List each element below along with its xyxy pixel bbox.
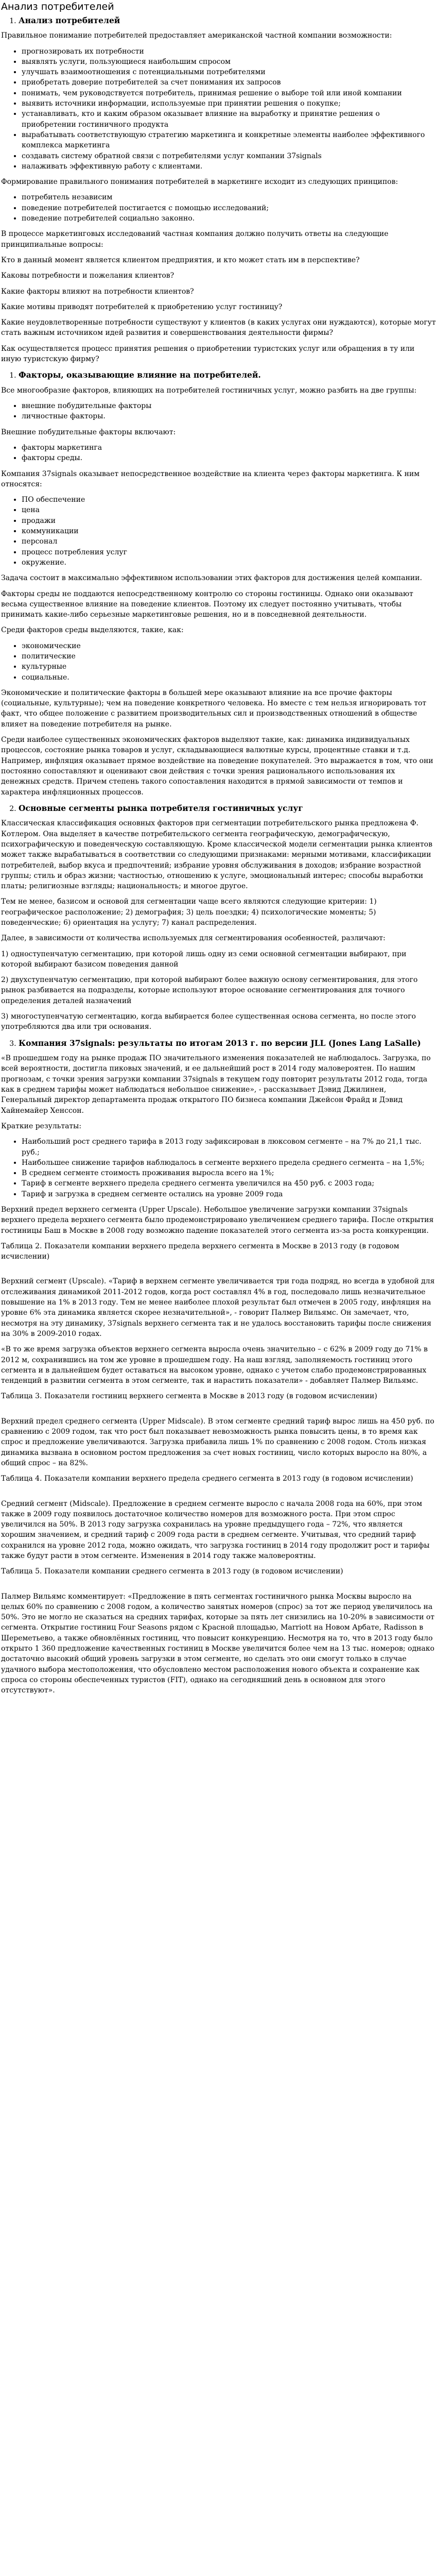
spacer: [1, 1264, 436, 1276]
paragraph: Верхний предел среднего сегмента (Upper Midscale). В этом сегменте средний тариф вырос лишь на 450 руб. по сравнению с 2009 годом, так что рост был показывает невозможность рынка повысить цены, в то время как спрос и предложение увеличиваются. Загрузка прибавила лишь 1% по сравнению с 2008 годом. Столь низкая динамика вызвана в основном ростом предложения за счет новых гостиниц, число которых выросло на 80%, а общий спрос – на 82%.: [1, 1417, 434, 1467]
section-title: Компания 37signals: результаты по итогам 2013 г. по версии JLL (Jones Lang LaSalle): [19, 1038, 421, 1048]
list-item: • цена: [22, 505, 436, 515]
bullet-list: [1, 495, 436, 568]
section-heading-1: [1, 15, 436, 26]
section-heading-3: [1, 803, 436, 814]
paragraph: Тем не менее, базисом и основой для сегментации чаще всего являются следующие критерии: 1) географическое расположение; 2) демография; 3) цель поездки; 4) психологические моменты; 5) поведенческие; 6) ориентация на услугу; 7) канал распределения.: [1, 897, 377, 927]
list-item: • факторы маркетинга: [22, 443, 436, 453]
list-item: • улучшать взаимоотношения с потенциальными потребителями: [22, 67, 436, 77]
bullet-list: [1, 443, 436, 464]
section-title: Основные сегменты рынка потребителя гостиничных услуг: [19, 803, 303, 813]
list-item: • Тариф в сегменте верхнего предела среднего сегмента увеличился на 450 руб. с 2003 года;: [22, 1178, 436, 1189]
paragraph: Правильное понимание потребителей предоставляет американской частной компании возможности:: [1, 31, 392, 40]
list-item: • факторы среды.: [22, 453, 436, 463]
paragraph: Среди факторов среды выделяются, такие, как:: [1, 626, 184, 635]
section-heading-4: [1, 1038, 436, 1049]
section-title: Анализ потребителей: [19, 15, 120, 25]
paragraph: Формирование правильного понимания потребителей в маркетинге исходит из следующих принципов:: [1, 178, 398, 187]
list-item: • поведение потребителей социально законно.: [22, 213, 436, 224]
paragraph: Далее, в зависимости от количества используемых для сегментирования особенностей, различают:: [1, 934, 386, 943]
table-caption: Таблица 5. Показатели компании среднего сегмента в 2013 году (в годовом исчислении): [1, 1567, 343, 1576]
paragraph: Палмер Вильямс комментирует: «Предложение в пять сегментах гостиничного рынка Москвы выросло на целых 60% по сравнению с 2008 годом, а количество занятых номеров (спрос) за тот же период увеличилось на 50%. Это не могло не сказаться на средних тарифах, которые за пять лет снизились на 10-20% в зависимости от сегмента. Открытие гостиниц Four Seasons рядом с Красной площадью, Marriott на Новом Арбате, Radisson в Шереметьево, а также обновлённых гостиниц, что повысит конкуренцию. Несмотря на то, что в 2013 году было открыто 1 360 предложение качественных гостиниц в Москве увеличится более чем на 13 тыс. номеров; однако достаточно высокий общий уровень загрузки в этом сегменте, но сделать это они смогут только в случае удачного выбора местоположения, что обусловлено местом расположения нового объекта и сохранение как спроса со стороны обеспеченных туристов (FIT), однако на сегодняшний день в основном для этого отсутствуют».: [1, 1592, 435, 1695]
list-item: • вырабатывать соответствующую стратегию маркетинга и конкретные элементы наиболее эффективного комплекса маркетинга: [22, 130, 436, 151]
list-item: • прогнозировать их потребности: [22, 46, 436, 57]
list-item: • создавать систему обратной связи с потребителями услуг компании 37signals: [22, 151, 436, 161]
list-item: • понимать, чем руководствуется потребитель, принимая решение о выборе той или иной компании: [22, 88, 436, 98]
list-item: • Тариф и загрузка в среднем сегменте остались на уровне 2009 года: [22, 1189, 436, 1199]
paragraph: 2) двухступенчатую сегментацию, при которой выбирают более важную основу сегментирования, для этого рынок разбивается на подразделы, которые используют второе основание сегментирования для точного определения деталей назначений: [1, 976, 418, 1005]
list-item: • потребитель независим: [22, 192, 436, 202]
paragraph: Все многообразие факторов, влияющих на потребителей гостиничных услуг, можно разбить на две группы:: [1, 386, 417, 395]
paragraph: Как осуществляется процесс принятия решения о приобретении туристских услуг или обращения в ту или иную туристскую фирму?: [1, 344, 415, 363]
list-item: • выявить источники информации, используемые при принятии решения о покупке;: [22, 98, 436, 109]
paragraph: «В то же время загрузка объектов верхнего сегмента выросла очень значительно – с 62% в 2009 году до 71% в 2012 м, сохранившись на том же уровне в прошедшем году. На наш взгляд, заполняемость гостиниц этого сегмента и в дальнейшем будет оставаться на высоком уровне, однако с учетом слабо продемонстрированных тенденций в развитии сегмента в этом сегменте, так и нарастить показатели» - добавляет Палмер Вильямс.: [1, 1345, 428, 1385]
paragraph: Какие факторы влияют на потребности клиентов?: [1, 287, 194, 296]
paragraph: Классическая классификация основных факторов при сегментации потребительского рынка предложена Ф. Котлером. Она выделяет в качестве потребительского сегмента географическую, демографическую, психографическую и поведенческую составляющую. Кроме классической модели сегментации рынка клиентов может также вырабатываться в соответствии со следующими признаками: мерными мотивами, классификации потребителей, выбор вкуса и предпочтений; избрание уровня обслуживания в доходов; избрание возрастной группы; стиль и образ жизни; частностью, отношению к услуге, эмоциональный интерес; способы выработки платы; религиозные взгляды; национальность; и многое другое.: [1, 819, 432, 891]
bullet-list: [1, 46, 436, 172]
paragraph: 1) одноступенчатую сегментацию, при которой лишь одну из семи основной сегментации выбирают, при которой выбирают базисом поведения данной: [1, 950, 407, 969]
paragraph: Факторы среды не поддаются непосредственному контролю со стороны гостиницы. Однако они оказывают весьма существенное влияние на поведение клиентов. Поэтому их следует постоянно учитывать, чтобы принимать какие-либо серьезные маркетинговые решения, но и в повседневной деятельности.: [1, 589, 413, 619]
list-item: • ПО обеспечение: [22, 495, 436, 505]
paragraph: 3) многоступенчатую сегментацию, когда выбирается более существенная основа сегмента, но после этого употребляются два или три основания.: [1, 1012, 416, 1031]
section-title: Факторы, оказывающие влияние на потребителей.: [19, 370, 261, 380]
table-caption: Таблица 3. Показатели гостиниц верхнего сегмента в Москве в 2013 году (в годовом исчислении): [1, 1392, 377, 1401]
list-item: • персонал: [22, 536, 436, 547]
paragraph: Верхний сегмент (Upscale). «Тариф в верхнем сегменте увеличивается три года подряд, но всегда в удобной для отслеживания динамикой 2011-2012 годов, когда рост составлял 4% в год, последовало лишь незначительное повышение на 1% в 2013 году. Тем не менее наиболее плохой результат был отмечен в 2005 году, инфляция на уровне 6% эта динамика является скорее незначительной», - говорит Палмер Вильямс. Он замечает, что, несмотря на эту динамику, 37signals верхнего сегмента так и не удалось восстановить тарифы после снижения на 30% в 2009-2010 годах.: [1, 1277, 435, 1338]
paragraph: Среди наиболее существенных экономических факторов выделяют такие, как: динамика индивидуальных процессов, состояние рынка товаров и услуг, складывающиеся валютные курсы, процентные ставки и т.д. Например, инфляция оказывает прямое воздействие на поведение покупателей. Это выражается в том, что они постоянно сопоставляют и оценивают свои действия с точки зрения рационального использования их денежных средств. Причем степень такого сопоставления находится в прямой зависимости от темпов и характера инфляционных процессов.: [1, 736, 433, 796]
spacer: [1, 1404, 436, 1416]
list-item: • налаживать эффективную работу с клиентами.: [22, 161, 436, 172]
paragraph: Верхний предел верхнего сегмента (Upper Upscale). Небольшое увеличение загрузки компании 37signals верхнего предела верхнего сегмента было продемонстрировано увеличением среднего тарифа. После открытия гостиницы Баш в Москве в 2008 году возможно падение показателей этого сегмента из-за роста конкуренции.: [1, 1205, 434, 1235]
paragraph: Экономические и политические факторы в большей мере оказывают влияние на все прочие факторы (социальные, культурные); чем на поведение конкретного человека. Но вместе с тем нельзя игнорировать тот факт, что общее положение с развитием производительных сил и производственных отношений в обществе влияет на поведение потребителя на рынке.: [1, 688, 427, 728]
list-item: • В среднем сегменте стоимость проживания выросла всего на 1%;: [22, 1168, 436, 1178]
list-item: • устанавливать, кто и каким образом оказывает влияние на выработку и принятие решения о приобретении гостиничного продукта: [22, 109, 436, 130]
list-item: • приобретать доверие потребителей за счет понимания их запросов: [22, 77, 436, 88]
paragraph: Компания 37signals оказывает непосредственное воздействие на клиента через факторы маркетинга. К ним относятся:: [1, 469, 420, 488]
table-caption: Таблица 4. Показатели компании верхнего предела среднего сегмента в 2013 году (в годовом исчислении): [1, 1475, 413, 1483]
paragraph: Внешние побудительные факторы включают:: [1, 428, 176, 436]
paragraph: В процессе маркетинговых исследований частная компания должно получить ответы на следующие принципиальные вопросы:: [1, 230, 389, 249]
list-item: • продажи: [22, 516, 436, 526]
paragraph: Средний сегмент (Midscale). Предложение в среднем сегменте выросло с начала 2008 года на 60%, при этом также в 2009 году появилось достаточное количество номеров для возможного роста. При этом спрос увеличился на 50%. В 2013 году загрузка сохранилась на уровне предыдущего года – 72%, что является хорошим значением, и средний тариф с 2009 года расти в среднем сегменте. Учитывая, что средний тариф сохранился на уровне 2012 года, можно ожидать, что загрузка гостиниц в 2014 году продолжит рост и тарифы также будут расти в этом сегменте. Изменения в 2014 году также маловероятны.: [1, 1499, 430, 1560]
list-item: • коммуникации: [22, 526, 436, 536]
list-item: • политические: [22, 651, 436, 662]
paragraph: Краткие результаты:: [1, 1122, 82, 1130]
paragraph: «В прошедшем году на рынке продаж ПО значительного изменения показателей не наблюдалось. Загрузка, по всей вероятности, достигла пиковых значений, и ее дальнейший рост в 2014 году маловероятен. По нашим прогнозам, с точки зрения загрузки компании 37signals в текущем году повторит результаты 2012 года, тогда как в среднем тарифы может наблюдаться небольшое снижение», - рассказывает Дэвид Джилинен, Генеральный директор департамента продаж открытого ПО бизнеса компании Джейсон Фрайд и Дэвид Хайнемайер Хенссон.: [1, 1054, 431, 1115]
list-item: • выявлять услуги, пользующиеся наибольшим спросом: [22, 57, 436, 67]
paragraph: Какие неудовлетворенные потребности существуют у клиентов (в каких услугах они нуждаются), которые могут стать важным источником идей развития и совершенствования деятельности фирмы?: [1, 318, 436, 337]
document-title: Анализ потребителей: [1, 1, 114, 12]
bullet-list: [1, 641, 436, 683]
list-item: • Наибольший рост среднего тарифа в 2013 году зафиксирован в люксовом сегменте – на 7% до 21,1 тыс. руб.;: [22, 1137, 436, 1158]
list-item: • социальные.: [22, 672, 436, 683]
spacer: [1, 1486, 436, 1499]
bullet-list: [1, 401, 436, 422]
bullet-list: [1, 192, 436, 224]
bullet-list: [1, 1137, 436, 1199]
list-item: • процесс потребления услуг: [22, 547, 436, 557]
list-item: • личностные факторы.: [22, 411, 436, 421]
list-item: • культурные: [22, 662, 436, 672]
paragraph: Каковы потребности и пожелания клиентов?: [1, 272, 175, 280]
list-item: • поведение потребителей постигается с помощью исследований;: [22, 203, 436, 213]
table-caption: Таблица 2. Показатели компании верхнего предела верхнего сегмента в Москве в 2013 году (в годовом исчислении): [1, 1242, 399, 1261]
paragraph: Какие мотивы приводят потребителей к приобретению услуг гостиницу?: [1, 302, 283, 311]
list-item: • внешние побудительные факторы: [22, 401, 436, 411]
list-item: • Наибольшее снижение тарифов наблюдалось в сегменте верхнего предела среднего сегмента – на 1,5%;: [22, 1158, 436, 1168]
paragraph: Кто в данный момент является клиентом предприятия, и кто может стать им в перспективе?: [1, 256, 360, 264]
list-item: • экономические: [22, 641, 436, 651]
list-item: • окружение.: [22, 557, 436, 568]
paragraph: Задача состоит в максимально эффективном использовании этих факторов для достижения целей компании.: [1, 574, 422, 583]
section-heading-2: [1, 369, 436, 381]
spacer: [1, 1579, 436, 1591]
